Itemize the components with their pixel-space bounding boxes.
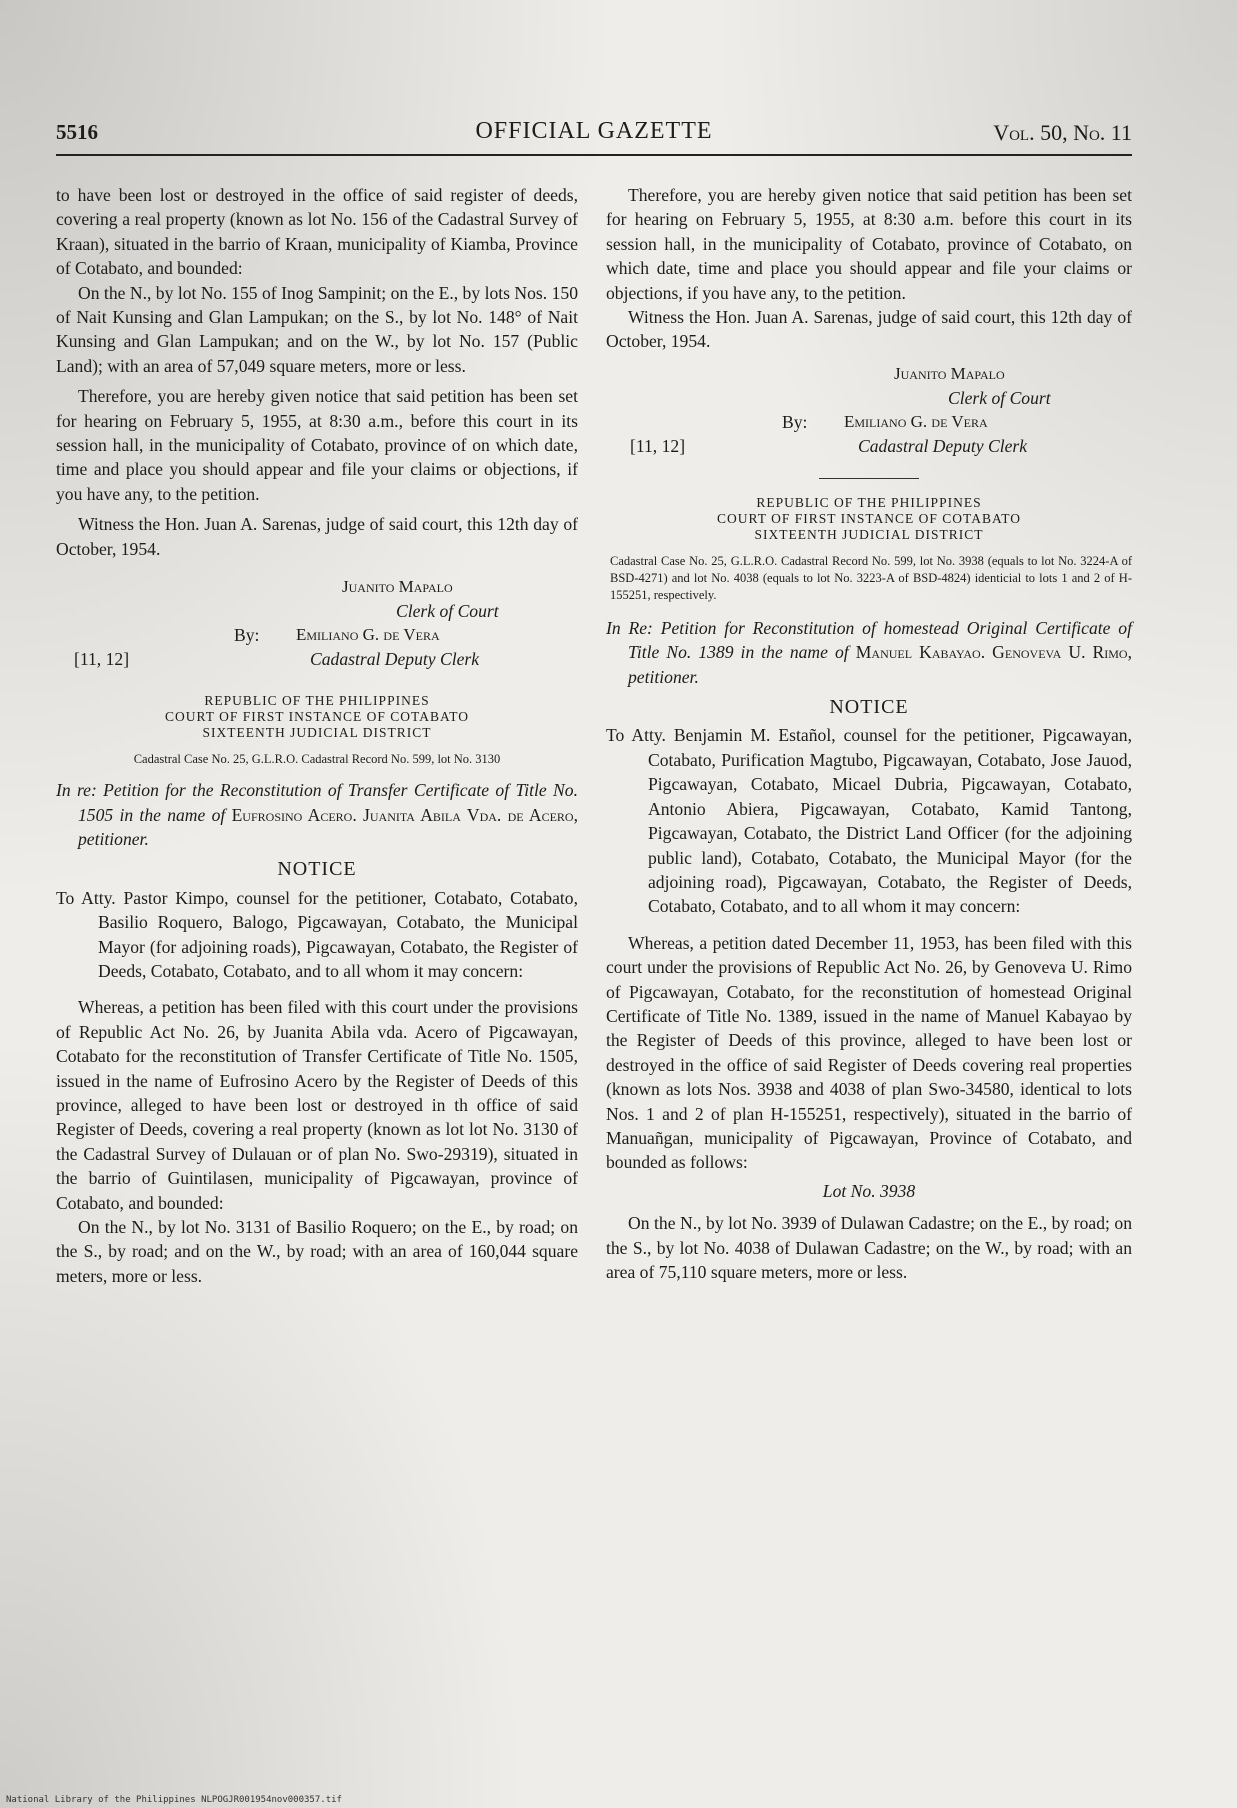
volume-number: Vol. 50, No. 11 xyxy=(993,120,1132,145)
notice-heading: NOTICE xyxy=(829,696,909,719)
continuation-paragraph: to have been lost or destroyed in the office of said register of deeds, covering a real property (known as lot No. 156 of the Cadastral Survey of Kraan), situated in the barrio of Kraan, municipality of Kiamba, Province of Cotabato, and bounded: xyxy=(56,185,578,279)
court-line: COURT OF FIRST INSTANCE OF COTABATO xyxy=(165,709,469,725)
in-re-names: Eufrosino Acero. Juanita Abila Vda. de Acero, xyxy=(231,804,578,825)
boundary-paragraph: On the N., by lot No. 155 of Inog Sampinit; on the E., by lots Nos. 150 of Nait Kunsing and Glan Lampukan; on the S., by lot No. 148° of Nait Kunsing and Glan Lampukan; and on the W., by lot No. 157 (Public Land); with an area of 57,049 square meters, more or less. xyxy=(56,282,578,376)
notice-addressees: To Atty. Benjamin M. Estañol, counsel for the petitioner, Pigcawayan, Cotabato, Purification Magtubo, Pigcawayan, Cotabato, Jose Jauod, Pigcawayan, Cotabato, Micael Dubria, Pigcawayan, Cotabato, Antonio Abiera, Pigcawayan, Cotabato, Kamid Tantong, Pigcawayan, Cotabato, the District Land Officer (for the adjoining public land), Cotabato, Cotabato, the Municipal Mayor (for the adjoining road), Pigcawayan, Cotabato, the Register of Deeds, Cotabato, Cotabato, and to all whom it may concern: xyxy=(606,725,1132,917)
court-line: REPUBLIC OF THE PHILIPPINES xyxy=(204,693,430,709)
deputy-clerk-name: Emiliano G. de Vera xyxy=(844,411,988,431)
signature-block xyxy=(56,575,578,693)
left-column xyxy=(56,183,578,1288)
by-label: By: xyxy=(234,625,260,646)
court-line: REPUBLIC OF THE PHILIPPINES xyxy=(756,494,982,510)
boundary-paragraph: On the N., by lot No. 3131 of Basilio Roquero; on the E., by road; on the S., by road; and on the W., by road; with an area of 160,044 square meters, more or less. xyxy=(56,1217,578,1286)
court-heading xyxy=(56,693,578,741)
issue-reference: [11, 12] xyxy=(630,435,686,456)
by-label: By: xyxy=(782,411,808,432)
in-re-names: Manuel Kabayao. Genoveva U. Rimo, xyxy=(855,642,1132,663)
notice-heading: NOTICE xyxy=(277,858,357,881)
case-reference: Cadastral Case No. 25, G.L.R.O. Cadastral Record No. 599, lot No. 3130 xyxy=(133,752,501,767)
in-re-text: In Re: Petition for Reconstitution of homestead Original Certificate of Title No. 1389 in the name of xyxy=(606,617,1132,663)
section-divider xyxy=(819,478,919,479)
court-line: SIXTEENTH JUDICIAL DISTRICT xyxy=(754,526,984,542)
notice-addressees: To Atty. Pastor Kimpo, counsel for the petitioner, Cotabato, Cotabato, Basilio Roquero, Balogo, Pigcawayan, Cotabato, the Municipal Mayor (for adjoining roads), Pigcawayan, Cotabato, the Register of Deeds, Cotabato, Cotabato, and to all whom it may concern: xyxy=(56,887,578,981)
deputy-clerk-name: Emiliano G. de Vera xyxy=(296,625,440,645)
right-column xyxy=(606,183,1132,1284)
court-heading xyxy=(606,495,1132,543)
witness-paragraph: Witness the Hon. Juan A. Sarenas, judge of said court, this 12th day of October, 1954. xyxy=(56,514,578,559)
case-reference: Cadastral Case No. 25, G.L.R.O. Cadastral Record No. 599, lot No. 3938 (equals to lot No. 3224-A of BSD-4271) and lot No. 4038 (equals to lot No. 3223-A of BSD-4824) identicial to lots 1 and 2 of H-155251, respectively. xyxy=(610,553,1132,602)
boundary-paragraph: On the N., by lot No. 3939 of Dulawan Cadastre; on the E., by road; on the S., by lot No. 4038 of Dulawan Cadastre; on the W., by road; with an area of 75,110 square meters, more or less. xyxy=(606,1213,1132,1282)
signature-block xyxy=(606,362,1132,472)
lot-title: Lot No. 3938 xyxy=(822,1180,916,1201)
issue-reference: [11, 12] xyxy=(74,649,130,670)
page-header xyxy=(56,118,1132,156)
therefore-paragraph: Therefore, you are hereby given notice that said petition has been set for hearing on February 5, 1955, at 8:30 a.m. before this court in its session hall, in the municipality of Cotabato, province of Cotabato, on which date, time and place you should appear and file your claims or objections, if you have any, to the petition. xyxy=(606,185,1132,303)
whereas-paragraph: Whereas, a petition has been filed with this court under the provisions of Republic Act No. 26, by Juanita Abila vda. Acero of Pigcawayan, Cotabato for the reconstitution of Transfer Certificate of Title No. 1505, issued in the name of Eufrosino Acero by the Register of Deeds of this province, alleged to have been lost or destroyed in th office of said Register of Deeds, covering a real property (known as lot lot No. 3130 of the Cadastral Survey of Dulauan or of plan No. Swo-29319), situated in the barrio of Guintilasen, municipality of Pigcawayan, province of Cotabato, and bounded: xyxy=(56,997,578,1213)
therefore-paragraph: Therefore, you are hereby given notice that said petition has been set for hearing on February 5, 1955, at 8:30 a.m., before this court in its session hall, in the municipality of Cotabato, province of on which date, time and place you should appear and file your claims or objections, if you have any, to the petition. xyxy=(56,386,578,504)
in-re-caption xyxy=(56,778,578,851)
clerk-role: Clerk of Court xyxy=(948,387,1051,408)
clerk-role: Clerk of Court xyxy=(396,601,499,622)
court-line: COURT OF FIRST INSTANCE OF COTABATO xyxy=(717,510,1021,526)
in-re-petitioner: petitioner. xyxy=(628,666,699,687)
in-re-text: In re: Petition for the Reconstitution of Transfer Certificate of Title No. 1505 in the name of xyxy=(56,780,578,825)
archive-stamp: National Library of the Philippines NLPOGJR001954nov000357.tif xyxy=(6,1795,342,1805)
witness-paragraph: Witness the Hon. Juan A. Sarenas, judge of said court, this 12th day of October, 1954. xyxy=(606,307,1132,352)
page-number: 5516 xyxy=(56,120,98,144)
whereas-paragraph: Whereas, a petition dated December 11, 1953, has been filed with this court under the provisions of Republic Act No. 26, by Genoveva U. Rimo of Pigcawayan, Cotabato, for the reconstitution of homestead Original Certificate of Title No. 1389, issued in the name of Manuel Kabayao by the Register of Deeds of this province, alleged to have been lost or destroyed in the office of said Register of Deeds covering real properties (known as lots Nos. 3938 and 4038 of plan Swo-34580, identical to lots Nos. 1 and 2 of plan H-155251, respectively), situated in the barrio of Manuañgan, municipality of Pigcawayan, Province of Cotabato, and bounded as follows: xyxy=(606,932,1132,1173)
clerk-name: Juanito Mapalo xyxy=(894,363,1005,383)
deputy-clerk-role: Cadastral Deputy Clerk xyxy=(858,435,1028,456)
clerk-name: Juanito Mapalo xyxy=(342,577,453,597)
publication-title: OFFICIAL GAZETTE xyxy=(475,118,713,144)
in-re-caption xyxy=(606,616,1132,689)
deputy-clerk-role: Cadastral Deputy Clerk xyxy=(310,649,480,670)
court-line: SIXTEENTH JUDICIAL DISTRICT xyxy=(202,725,432,741)
in-re-petitioner: petitioner. xyxy=(78,828,149,849)
